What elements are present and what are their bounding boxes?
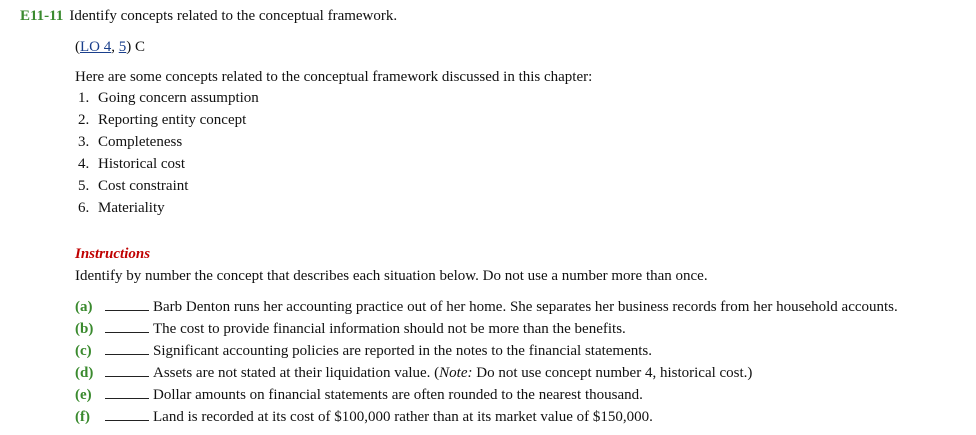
concept-number: 3.: [78, 134, 90, 150]
situation-letter: (a): [75, 299, 93, 315]
concept-item: [78, 154, 259, 176]
concept-label: Going concern assumption: [98, 90, 259, 106]
exercise-number: E11-11: [20, 8, 64, 24]
situation-item: [75, 318, 898, 340]
lo-open-paren: (: [75, 39, 80, 55]
intro-text: Here are some concepts related to the conceptual framework discussed in this chapter:: [75, 69, 593, 85]
concept-number: 1.: [78, 90, 90, 106]
answer-blank[interactable]: [105, 318, 149, 333]
concept-item: [78, 110, 259, 132]
concept-label: Reporting entity concept: [98, 112, 247, 128]
instructions-text: Identify by number the concept that describes each situation below. Do not use a number more than once.: [75, 268, 708, 284]
situation-text-post: Do not use concept number 4, historical cost.): [472, 365, 753, 381]
concept-label: Completeness: [98, 134, 183, 150]
concept-number: 2.: [78, 112, 90, 128]
learning-objectives: [75, 37, 145, 57]
concept-number: 4.: [78, 156, 90, 172]
concept-label: Historical cost: [98, 156, 186, 172]
exercise-title: Identify concepts related to the conceptual framework.: [69, 8, 398, 24]
concept-number: 5.: [78, 178, 90, 194]
situation-list: [75, 296, 898, 428]
lo-level: C: [135, 39, 146, 55]
concept-item: [78, 88, 259, 110]
answer-blank[interactable]: [105, 340, 149, 355]
concept-label: Materiality: [98, 200, 165, 216]
situation-text: [153, 365, 752, 381]
answer-blank[interactable]: [105, 406, 149, 421]
situation-item: [75, 340, 898, 362]
concept-label: Cost constraint: [98, 178, 189, 194]
situation-letter: (e): [75, 387, 92, 403]
answer-blank[interactable]: [105, 362, 149, 377]
concept-number: 6.: [78, 200, 90, 216]
situation-text-pre: Assets are not stated at their liquidation value. (: [153, 365, 440, 381]
instructions-heading: Instructions: [75, 246, 151, 262]
situation-item: [75, 362, 898, 384]
concept-item: [78, 132, 259, 154]
situation-text: Significant accounting policies are reported in the notes to the financial statements.: [153, 343, 653, 359]
situation-letter: (c): [75, 343, 92, 359]
lo-link-4[interactable]: LO 4: [80, 39, 112, 55]
note-label: Note:: [439, 365, 473, 381]
situation-letter: (d): [75, 365, 94, 381]
situation-item: [75, 384, 898, 406]
concept-item: [78, 176, 259, 198]
concept-list: [78, 88, 259, 220]
situation-item: [75, 296, 898, 318]
situation-text: Dollar amounts on financial statements are often rounded to the nearest thousand.: [153, 387, 643, 403]
lo-link-5[interactable]: 5: [118, 39, 127, 55]
answer-blank[interactable]: [105, 296, 149, 311]
lo-separator: ,: [111, 39, 119, 55]
concept-item: [78, 198, 259, 220]
situation-text: The cost to provide financial information should not be more than the benefits.: [153, 321, 626, 337]
situation-letter: (b): [75, 321, 94, 337]
exercise-header: [20, 6, 397, 26]
situation-text: Barb Denton runs her accounting practice out of her home. She separates her business records from her household accounts.: [153, 299, 898, 315]
situation-text: Land is recorded at its cost of $100,000 rather than at its market value of $150,000.: [153, 409, 653, 425]
answer-blank[interactable]: [105, 384, 149, 399]
situation-item: [75, 406, 898, 428]
situation-letter: (f): [75, 409, 90, 425]
lo-close-paren: ): [126, 39, 132, 55]
